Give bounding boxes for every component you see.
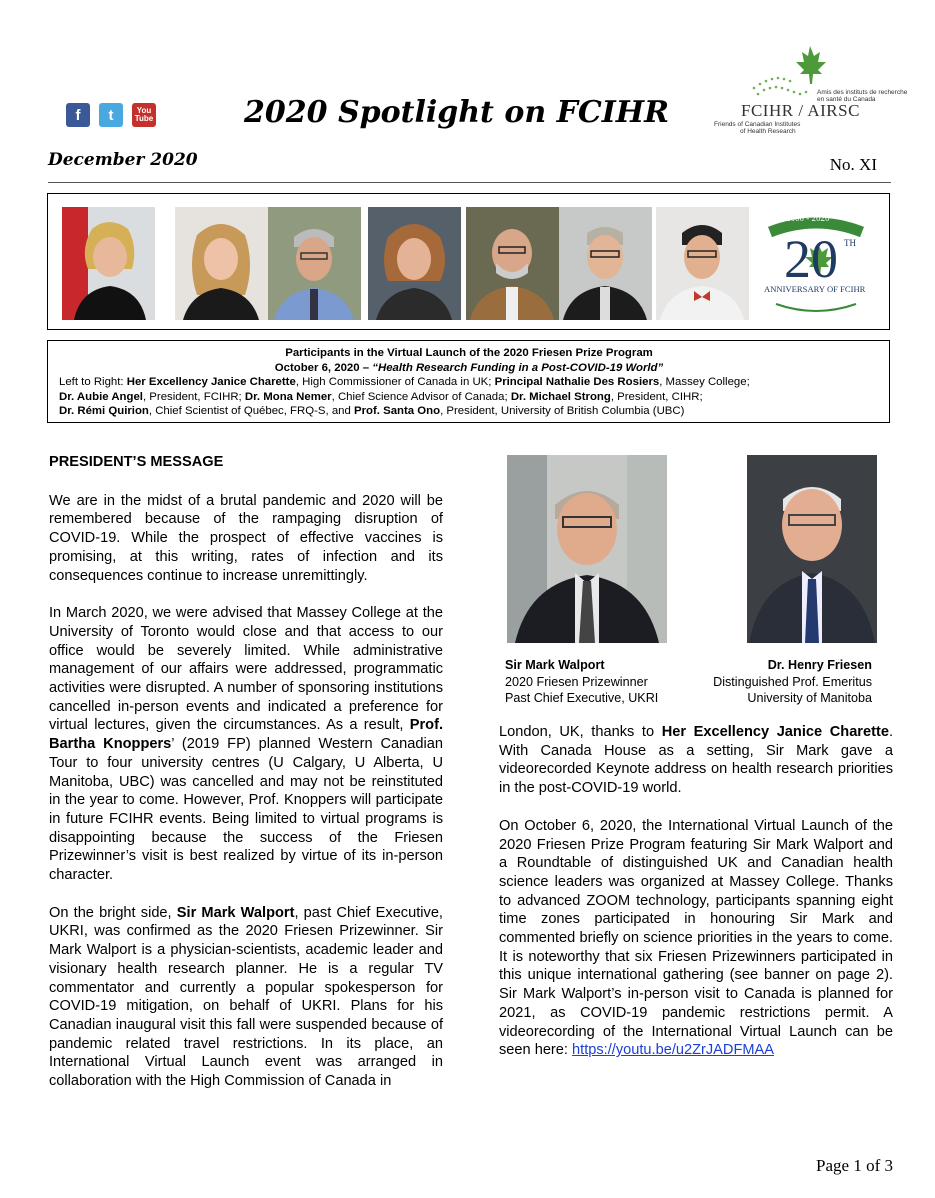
caption-line: Dr. Rémi Quirion, Chief Scientist of Québec, FRQ-S, and Prof. Santa Ono, President, University of British Columbia (UBC) (59, 405, 685, 417)
paragraph: On the bright side, Sir Mark Walport, past Chief Executive, UKRI, was confirmed as the 2020 Friesen Prizewinner. Sir Mark Walport is a physician-scientists, academic leader and visionary health research planner. He is a regular TV commentator and currently a popular spokesperson for COVID-19 mitigation, on behalf of UKRI. Plans for his Canadian inaugural visit this fall were suspended because of pandemic related travel restrictions. In its place, an International Virtual Launch event was arranged in collaboration with the High Commission of Canada in (49, 904, 443, 1090)
logo-wordmark: FCIHR / AIRSC (741, 101, 860, 120)
social-links (66, 103, 156, 127)
caption-mark-walport (505, 657, 658, 707)
friesen-line1: Distinguished Prof. Emeritus (713, 674, 872, 689)
caption-line: Left to Right: Her Excellency Janice Charette, High Commissioner of Canada in UK; Principal Nathalie Des Rosiers, Massey College; (59, 376, 750, 388)
bold-name: Sir Mark Walport (176, 904, 295, 921)
bold-name: Prof. Bartha Knoppers (49, 717, 443, 753)
photo-henry-friesen (747, 455, 877, 643)
caption-henry-friesen (713, 657, 872, 707)
bold-name: Dr. Aubie Angel (59, 390, 143, 403)
portrait-nathalie-des-rosiers (175, 207, 268, 320)
portrait-santa-ono (656, 207, 749, 320)
paragraph: London, UK, thanks to Her Excellency Janice Charette. With Canada House as a setting, Sir Mark gave a videorecorded Keynote address on health research priorities in the post-COVID-19 world. (499, 724, 894, 797)
participants-banner (47, 193, 890, 330)
paragraph: On October 6, 2020, the International Virtual Launch of the 2020 Friesen Prize Program featuring Sir Mark Walport and a Roundtable of distinguished UK and Canadian health science leaders was organized at Massey College. Thanks to advanced ZOOM technology, participants spanning eight time zones participated in honouring Sir Mark and commented briefly on science priorities in the years to come. It is noteworthy that six Friesen Prizewinners participated in this unique international gathering (see banner on page 2). Sir Mark Walport’s in-person visit to Canada is planned for 2021, as COVID-19 pandemic restrictions permit. A videorecording of the International Virtual Launch can be seen here: https://youtu.be/u2ZrJADFMAA (499, 817, 893, 1059)
banner-caption (47, 340, 890, 423)
logo-french-line1: Amis des instituts de recherche (817, 89, 908, 96)
bold-name: Her Excellency Janice Charette (661, 724, 889, 740)
presidents-message (49, 453, 443, 1110)
presidents-message-continued (499, 723, 893, 1079)
caption-theme: “Health Research Funding in a Post-COVID-19 World” (372, 361, 664, 374)
youtube-icon[interactable]: You Tube (132, 103, 156, 127)
walport-name: Sir Mark Walport (505, 658, 605, 672)
friesen-line2: University of Manitoba (747, 691, 872, 705)
friesen-name: Dr. Henry Friesen (767, 658, 872, 672)
paragraph: In March 2020, we were advised that Massey College at the University of Toronto would close and that access to our office would be severely limited. While administrative management of our affairs were addressed, programmatic activities were disrupted. A number of sponsoring institutions cancelled in-person events and indicated a preference for virtual lectures, given the circumstances. As a result, Prof. Bartha Knoppers’ (2019 FP) planned Western Canadian Tour to four university centres (U Calgary, U Alberta, U Manitoba, UBC) was cancelled and may not be reinstituted in the year to come. However, Prof. Knoppers will participate in future FCIHR events. Being limited to virtual programs is disappointing because the success of the Friesen Prizewinner’s visit is best realized by virtue of its in-person character. (49, 605, 443, 884)
header-divider (48, 182, 891, 183)
caption-names (59, 375, 879, 419)
bold-name: Principal Nathalie Des Rosiers (494, 376, 660, 388)
portrait-mona-nemer (368, 207, 461, 320)
newsletter-title: 2020 Spotlight on FCIHR (244, 95, 670, 130)
video-link[interactable]: https://youtu.be/u2ZrJADFMAA (572, 1042, 774, 1059)
maple-leaf-icon (714, 44, 834, 106)
anniversary-text: ANNIVERSARY OF FCIHR (764, 284, 866, 294)
paragraph: We are in the midst of a brutal pandemic and 2020 will be remembered because of the rampaging disruption of COVID-19. While the prospect of effective vaccines is promising, at this writing, rates of infection and its consequences continue to increase unremittingly. (49, 492, 443, 584)
walport-line2: Past Chief Executive, UKRI (505, 691, 659, 705)
section-heading: PRESIDENT’S MESSAGE (49, 454, 224, 470)
bold-name: Her Excellency Janice Charette (126, 376, 296, 388)
bold-name: Dr. Michael Strong (510, 390, 611, 403)
left-paragraphs (49, 492, 443, 1091)
anniversary-badge (758, 208, 874, 320)
portrait-janice-charette (62, 207, 155, 320)
bold-name: Dr. Mona Nemer (244, 390, 332, 403)
portrait-aubie-angel (268, 207, 361, 320)
logo-english-line1: Friends of Canadian Institutes (714, 121, 801, 128)
issue-number: No. XI (829, 155, 877, 174)
portrait-remi-quirion (559, 207, 652, 320)
right-paragraphs (499, 723, 893, 1060)
caption-date: October 6, 2020 – (274, 361, 373, 374)
anniversary-years: 2000 - 2020 (786, 213, 830, 223)
facebook-icon[interactable]: f (66, 103, 90, 127)
caption-subtitle (59, 361, 879, 376)
caption-title: Participants in the Virtual Launch of the 2020 Friesen Prize Program (285, 347, 653, 359)
logo-french-line2: en santé du Canada (817, 96, 876, 103)
bold-name: Prof. Santa Ono (354, 405, 441, 417)
caption-line: Dr. Aubie Angel, President, FCIHR; Dr. Mona Nemer, Chief Science Advisor of Canada; Dr. Michael Strong, President, CIHR; (59, 390, 703, 403)
walport-line1: 2020 Friesen Prizewinner (505, 674, 648, 689)
bold-name: Dr. Rémi Quirion (59, 405, 149, 417)
photo-mark-walport (507, 455, 667, 643)
issue-date: December 2020 (48, 150, 198, 170)
anniversary-number: 20 (784, 229, 838, 289)
twitter-icon[interactable]: t (99, 103, 123, 127)
anniversary-suffix: TH (844, 238, 856, 248)
fcihr-logo (714, 44, 914, 144)
portrait-michael-strong (466, 207, 559, 320)
logo-english-line2: of Health Research (740, 128, 796, 135)
page-number: Page 1 of 3 (816, 1156, 893, 1175)
